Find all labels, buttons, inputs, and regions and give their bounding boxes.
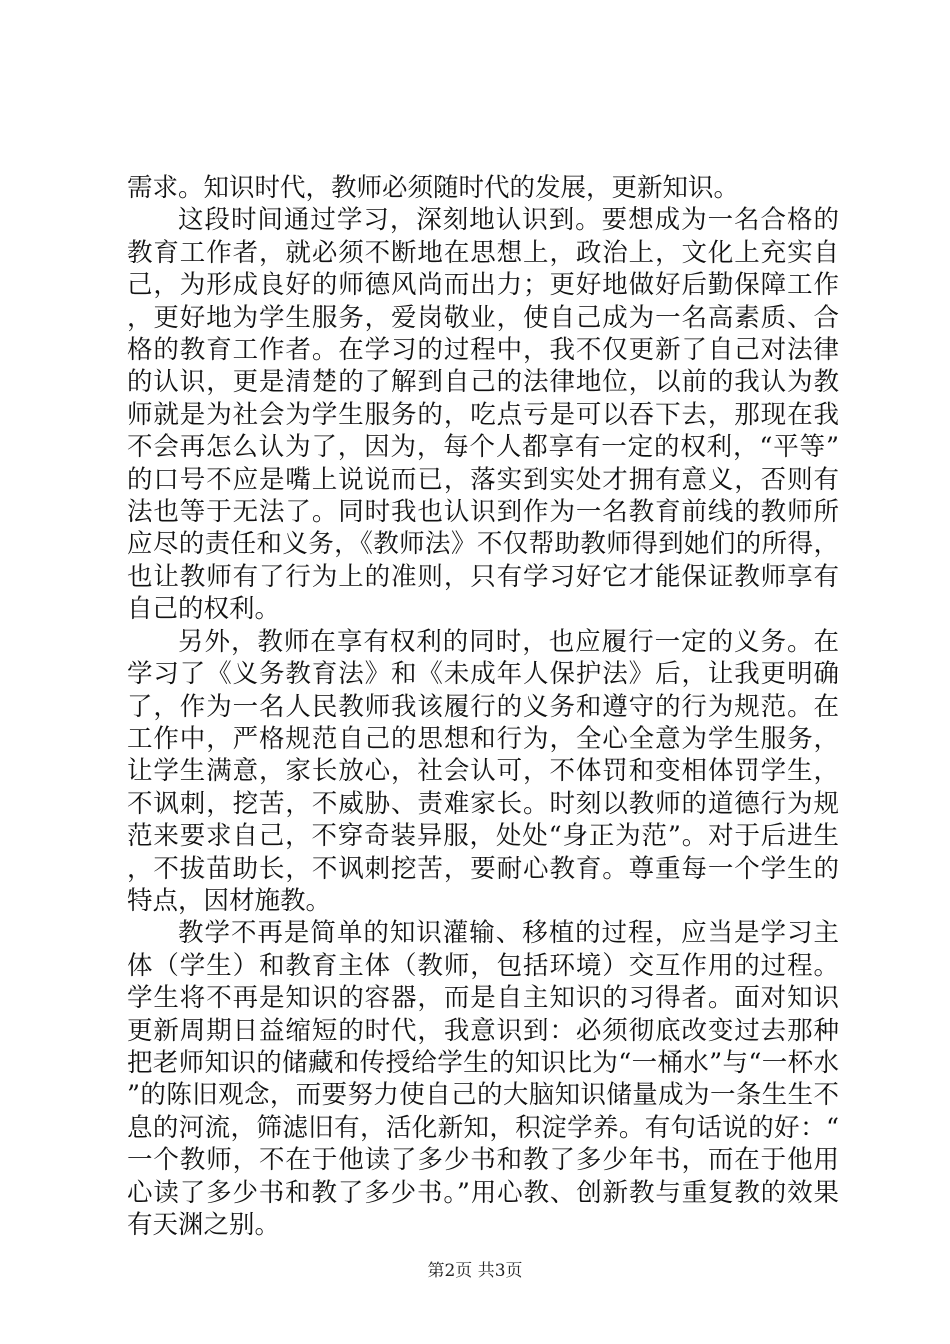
- paragraph-learning-law: 这段时间通过学习，深刻地认识到。要想成为一名合格的教育工作者，就必须不断地在思想上，政治上，文化上充实自己，为形成良好的师德风尚而出力；更好地做好后勤保障工作，更好地为学生服务，爱岗敬业，使自己成为一名高素质、合格的教育工作者。在学习的过程中，我不仅更新了自己对法律的认识，更是清楚的了解到自己的法律地位，以前的我认为教师就是为社会为学生服务的，吃点亏是可以吞下去，那现在我不会再怎么认为了，因为，每个人都享有一定的权利，“平等”的口号不应是嘴上说说而已，落实到实处才拥有意义，否则有法也等于无法了。同时我也认识到作为一名教育前线的教师所应尽的责任和义务，《教师法》不仅帮助教师得到她们的所得，也让教师有了行为上的准则，只有学习好它才能保证教师享有自己的权利。: [127, 205, 839, 625]
- page-number-footer: 第2页 共3页: [427, 1261, 523, 1281]
- document-body: [127, 172, 839, 1241]
- paragraph-teaching-process: 教学不再是简单的知识灌输、移植的过程，应当是学习主体（学生）和教育主体（教师，包括环境）交互作用的过程。学生将不再是知识的容器，而是自主知识的习得者。面对知识更新周期日益缩短的时代，我意识到：必须彻底改变过去那种把老师知识的储藏和传授给学生的知识比为“一桶水”与“一杯水”的陈旧观念，而要努力使自己的大脑知识储量成为一条生生不息的河流，筛滤旧有，活化新知，积淀学养。有句话说的好：“一个教师，不在于他读了多少书和教了多少年书，而在于他用心读了多少书和教了多少书。”用心教、创新教与重复教的效果有天渊之别。: [127, 918, 839, 1240]
- paragraph-teacher-duties: 另外，教师在享有权利的同时，也应履行一定的义务。在学习了《义务教育法》和《未成年人保护法》后，让我更明确了，作为一名人民教师我该履行的义务和遵守的行为规范。在工作中，严格规范自己的思想和行为，全心全意为学生服务，让学生满意，家长放心，社会认可，不体罚和变相体罚学生，不讽刺，挖苦，不威胁、责难家长。时刻以教师的道德行为规范来要求自己，不穿奇装异服，处处“身正为范”。对于后进生，不拔苗助长，不讽刺挖苦，要耐心教育。尊重每一个学生的特点，因材施教。: [127, 626, 839, 916]
- paragraph-continuation: 需求。知识时代，教师必须随时代的发展，更新知识。: [127, 173, 740, 203]
